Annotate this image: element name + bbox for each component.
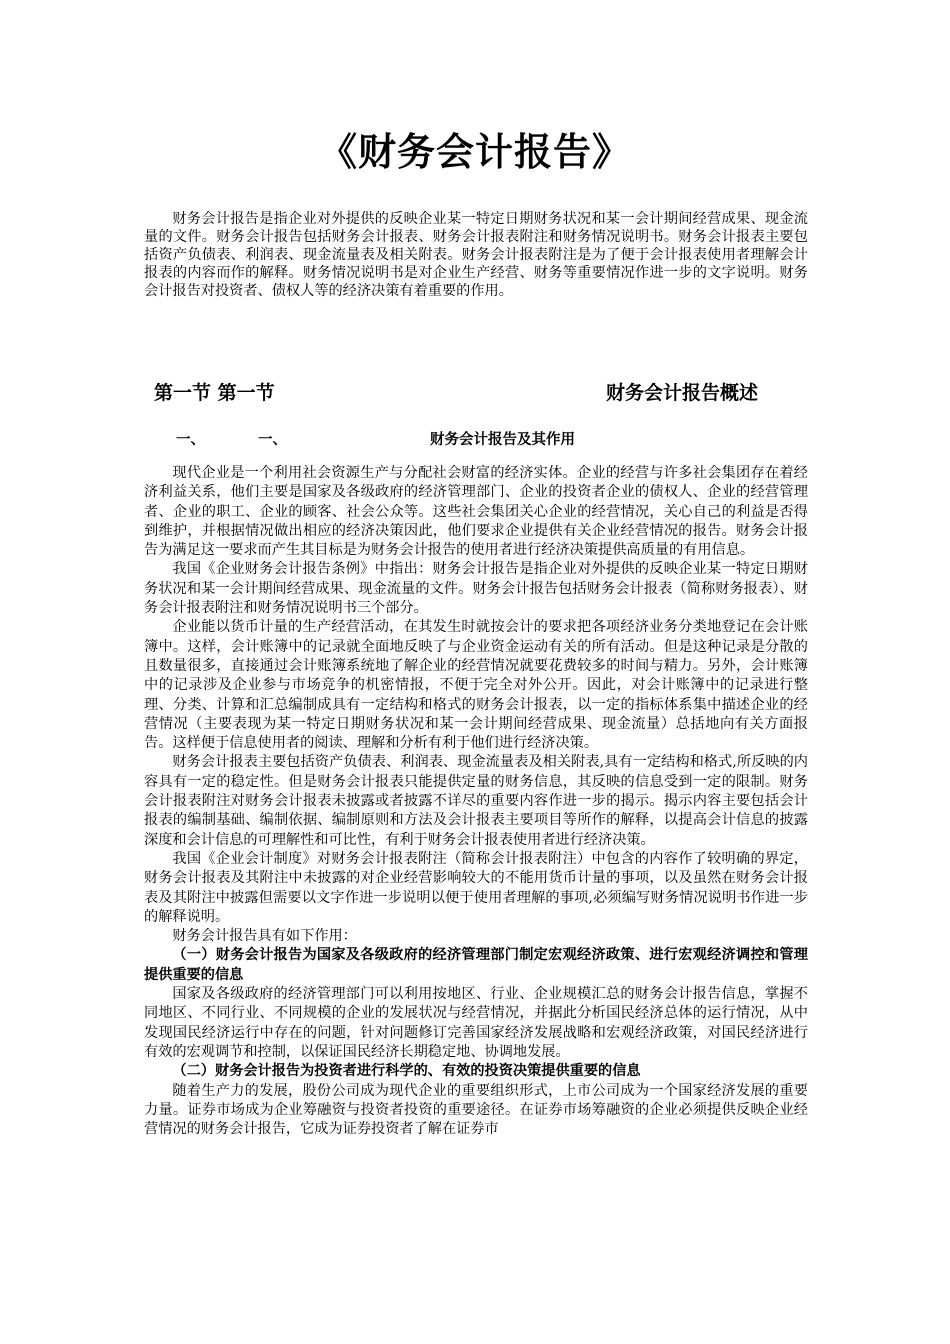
intro-block <box>144 210 808 300</box>
body-paragraph: 财务会计报告具有如下作用： <box>172 928 357 945</box>
section-title: 财务会计报告概述 <box>605 382 758 404</box>
document-title: 《财务会计报告》 <box>318 129 631 174</box>
intro-paragraph: 财务会计报告是指企业对外提供的反映企业某一特定日期财务状况和某一会计期间经营成果、现金流量的文件。财务会计报告包括财务会计报表、财务会计报表附注和财务情况说明书。财务会计报表主要包括资产负债表、利润表、现金流量表及相关附表。财务会计报表附注是为了便于会计报表使用者理解会计报表的内容而作的解释。财务情况说明书是对企业生产经营、财务等重要情况作进一步的文字说明。财务会计报告对投资者、债权人等的经济决策有着重要的作用。 <box>144 211 808 299</box>
body-paragraph: 随着生产力的发展，股份公司成为现代企业的重要组织形式，上市公司成为一个国家经济发展的重要力量。证券市场成为企业筹融资与投资者投资的重要途径。在证券市场筹融资的企业必须提供反映企业经营情况的财务会计报告，它成为证券投资者了解在证券市 <box>144 1082 808 1138</box>
subsection-title: 财务会计报告及其作用 <box>430 432 575 448</box>
subsection-number-repeat: 一、 <box>258 432 287 448</box>
subsection-heading <box>176 428 606 450</box>
body-paragraph: 我国《企业会计制度》对财务会计报表附注（简称会计报表附注）中包含的内容作了较明确的界定，财务会计报表及其附注中未披露的对企业经营影响较大的不能用货币计量的事项，以及虽然在财务会计报表及其附注中披露但需要以文字作进一步说明以便于使用者理解的事项,必须编写财务情况说明书作进一步的解释说明。 <box>144 850 808 925</box>
body-paragraph: 企业能以货币计量的生产经营活动，在其发生时就按会计的要求把各项经济业务分类地登记在会计账簿中。这样，会计账簿中的记录就全面地反映了与企业资金运动有关的所有活动。但是这种记录是分散的且数量很多，直接通过会计账簿系统地了解企业的经营情况就要花费较多的时间与精力。另外，会计账簿中的记录涉及企业参与市场竞争的机密情报，不便于完全对外公开。因此，对会计账簿中的记录进行整理、分类、计算和汇总编制成具有一定结构和格式的财务会计报表，以一定的指标体系集中描述企业的经营情况（主要表现为某一特定日期财务状况和某一会计期间经营成果、现金流量）总括地向有关方面报告。这样便于信息使用者的阅读、理解和分析有利于他们进行经济决策。 <box>144 619 808 752</box>
section-heading <box>154 378 764 406</box>
body-paragraph: 现代企业是一个利用社会资源生产与分配社会财富的经济实体。企业的经营与许多社会集团存在着经济利益关系，他们主要是国家及各级政府的经济管理部门、企业的投资者企业的债权人、企业的经营管理者、企业的职工、企业的顾客、社会公众等。这些社会集团关心企业的经营情况，关心自己的利益是否得到维护，并根据情况做出相应的经济决策因此，他们要求企业提供有关企业经营情况的报告。财务会计报告为满足这一要求而产生其目标是为财务会计报告的使用者进行经济决策提供高质量的有用信息。 <box>144 465 808 559</box>
body-paragraph: 财务会计报表主要包括资产负债表、利润表、现金流量表及相关附表,具有一定结构和格式,所反映的内容具有一定的稳定性。但是财务会计报表只能提供定量的财务信息，其反映的信息受到一定的限制。财务会计报表附注对财务会计报表未披露或者披露不详尽的重要内容作进一步的揭示。揭示内容主要包括会计报表的编制基础、编制依据、编制原则和方法及会计报表主要项目等所作的解释，以提高会计信息的披露深度和会计信息的可理解性和可比性，有利于财务会计报表使用者进行经济决策。 <box>144 754 808 848</box>
section-number: 第一节 第一节 <box>154 382 275 404</box>
body-paragraph: 我国《企业财务会计报告条例》中指出：财务会计报告是指企业对外提供的反映企业某一特定日期财务状况和某一会计期间经营成果、现金流量的文件。财务会计报告包括财务会计报表（简称财务报表）、财务会计报表附注和财务情况说明书三个部分。 <box>144 561 808 617</box>
bold-subheading: （一）财务会计报告为国家及各级政府的经济管理部门制定宏观经济政策、进行宏观经济调控和管理提供重要的信息 <box>144 947 808 983</box>
subsection-number: 一、 <box>176 432 205 448</box>
bold-subheading: （二）财务会计报告为投资者进行科学的、有效的投资决策提供重要的信息 <box>172 1063 641 1080</box>
body-paragraph: 国家及各级政府的经济管理部门可以利用按地区、行业、企业规模汇总的财务会计报告信息，掌握不同地区、不同行业、不同规模的企业的发展状况与经营情况，并据此分析国民经济总体的运行情况，从中发现国民经济运行中存在的问题，针对问题修订完善国家经济发展战略和宏观经济政策，对国民经济进行有效的宏观调节和控制，以保证国民经济长期稳定地、协调地发展。 <box>144 986 808 1060</box>
body-text <box>144 464 808 1139</box>
